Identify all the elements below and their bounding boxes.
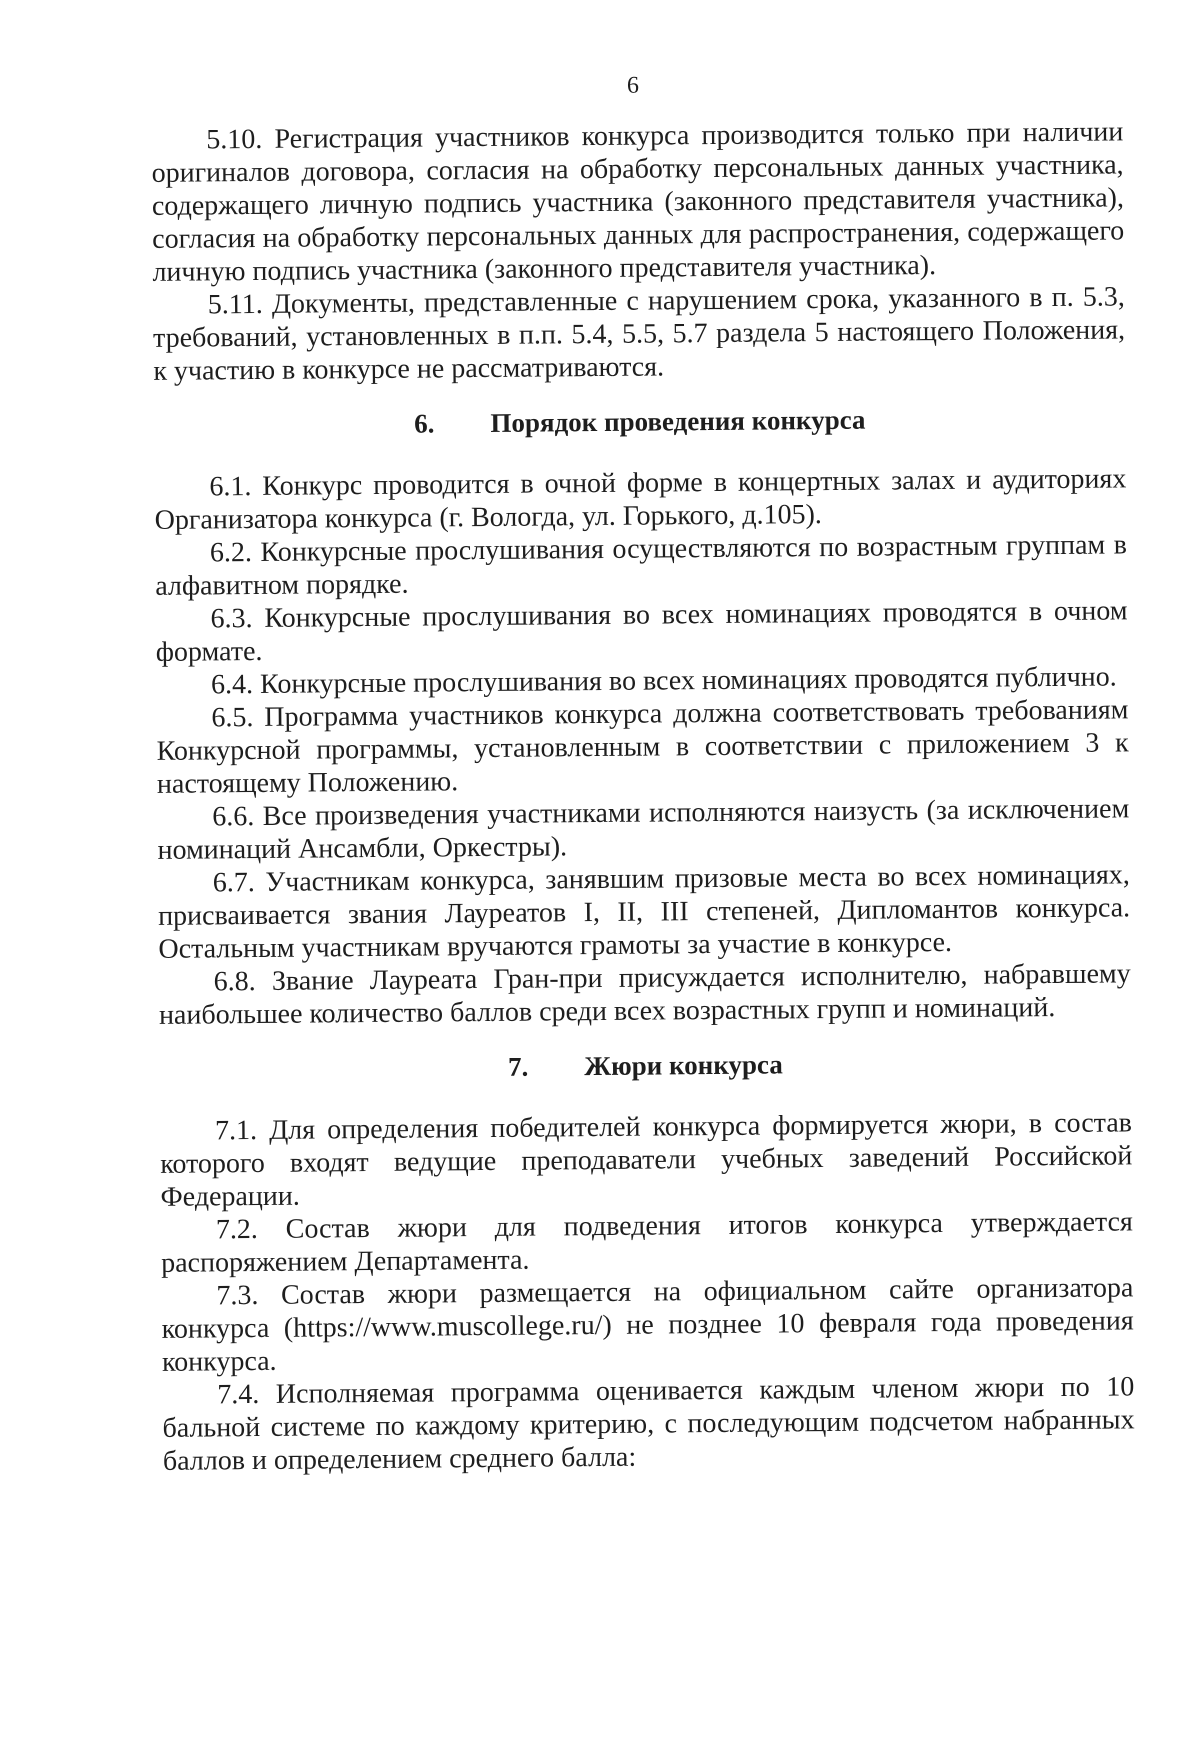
section-7-heading: [159, 1045, 1131, 1086]
paragraph-6-4: 6.4. Конкурсные прослушивания во всех номинациях проводятся публично.: [210, 661, 1117, 701]
section-6-number: 6.: [414, 408, 435, 439]
paragraph-6-5: 6.5. Программа участников конкурса должна соответствовать требованиям Конкурсной программы, установленным в соответствии с приложением 3 к настоящему Положению.: [156, 694, 1129, 800]
paragraph-6-3: 6.3. Конкурсные прослушивания во всех номинациях проводятся в очном формате.: [155, 595, 1128, 668]
section-7-title: Жюри конкурса: [584, 1049, 783, 1082]
page-number: 6: [626, 72, 640, 99]
document-body: [151, 115, 1135, 1477]
paragraph-6-6: 6.6. Все произведения участниками исполняются наизусть (за исключением номинаций Ансамбли, Оркестры).: [157, 793, 1130, 866]
paragraph-7-2: 7.2. Состав жюри для подведения итогов конкурса утверждается распоряжением Департамента.: [161, 1206, 1133, 1279]
paragraph-6-2: 6.2. Конкурсные прослушивания осуществляются по возрастным группам в алфавитном порядке.: [155, 529, 1128, 602]
section-6-title: Порядок проведения конкурса: [490, 404, 866, 438]
paragraph-7-3: 7.3. Состав жюри размещается на официальном сайте организатора конкурса (https://www.muscollege.ru/) не позднее 10 февраля года проведения конкурса.: [161, 1272, 1134, 1378]
paragraph-6-7: 6.7. Участникам конкурса, занявшим призовые места во всех номинациях, присваивается звания Лауреатов I, II, III степеней, Дипломантов конкурса. Остальным участникам вручаются грамоты за участие в конкурсе.: [157, 859, 1131, 965]
paragraph-6-1: 6.1. Конкурс проводится в очной форме в концертных залах и аудиториях Организатора конкурса (г. Вологда, ул. Горького, д.105).: [154, 463, 1127, 536]
paragraph-5-10: 5.10. Регистрация участников конкурса производится только при наличии оригиналов договора, согласия на обработку персональных данных участника, содержащего личную подпись участника (законного представителя участника), согласия на обработку персональных данных для распространения, содержащего личную подпись участника (законного представителя участника).: [151, 116, 1125, 288]
paragraph-6-8: 6.8. Звание Лауреата Гран-при присуждается исполнителю, набравшему наибольшее количество баллов среди всех возрастных групп и номинаций.: [158, 958, 1131, 1031]
section-7-number: 7.: [507, 1051, 529, 1082]
paragraph-7-1: 7.1. Для определения победителей конкурса формируется жюри, в состав которого входят ведущие преподаватели учебных заведений Российской Федерации.: [160, 1107, 1133, 1213]
section-6-heading: [154, 401, 1126, 442]
paragraph-5-11: 5.11. Документы, представленные с нарушением срока, указанного в п. 5.3, требований, установленных в п.п. 5.4, 5.5, 5.7 раздела 5 настоящего Положения, к участию в конкурсе не рассматриваются.: [152, 281, 1126, 387]
paragraph-7-4: 7.4. Исполняемая программа оценивается каждым членом жюри по 10 бальной системе по каждому критерию, с последующим подсчетом набранных баллов и определением среднего балла:: [162, 1371, 1135, 1477]
